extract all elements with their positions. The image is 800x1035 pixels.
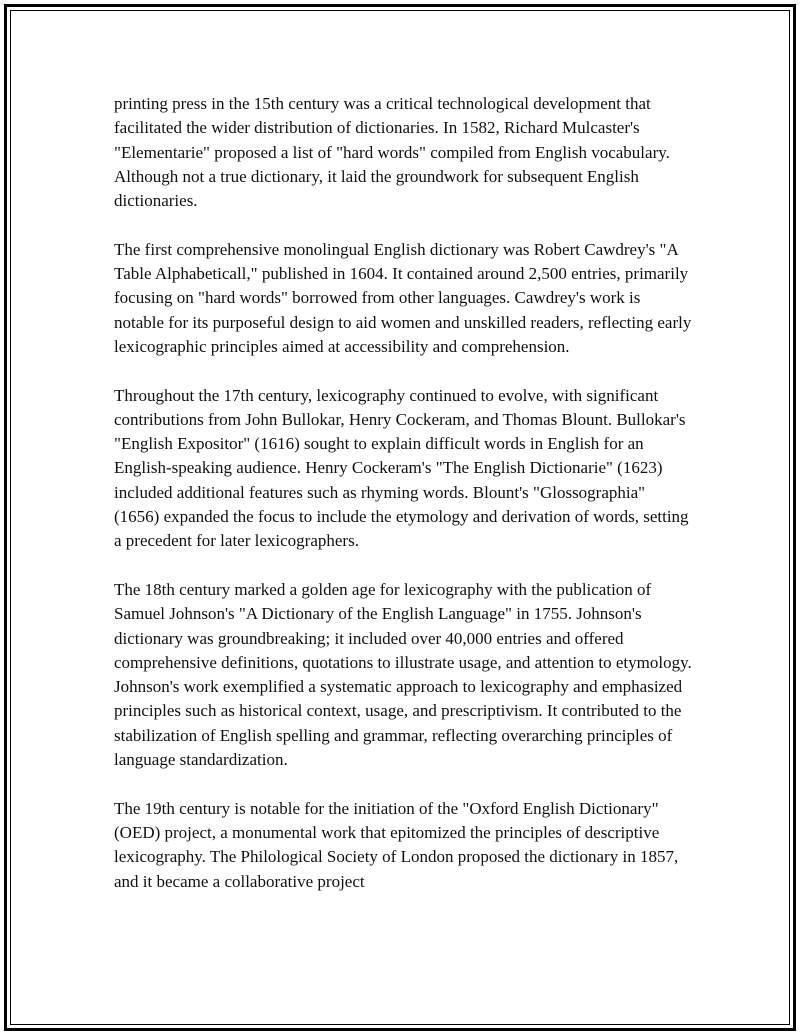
paragraph-printing-press: printing press in the 15th century was a critical technological development that facilitated the wider distribution of dictionaries. In 1582, Richard Mulcaster's "Elementarie" proposed a list of "hard words" compiled from English vocabulary. Although not a true dictionary, it laid the groundwork for subsequent English dictionaries. (114, 94, 670, 211)
paragraph-19th-century: The 19th century is notable for the initiation of the "Oxford English Dictionary" (OED) project, a monumental work that epitomized the principles of descriptive lexicography. The Philological Society of London proposed the dictionary in 1857, and it became a collaborative project (114, 798, 679, 891)
document-body (114, 92, 694, 918)
paragraph-cawdrey: The first comprehensive monolingual English dictionary was Robert Cawdrey's "A Table Alphabeticall," published in 1604. It contained around 2,500 entries, primarily focusing on "hard words" borrowed from other languages. Cawdrey's work is notable for its purposeful design to aid women and unskilled readers, reflecting early lexicographic principles aimed at accessibility and comprehension. (114, 239, 692, 356)
paragraph-18th-century: The 18th century marked a golden age for lexicography with the publication of Samuel Johnson's "A Dictionary of the English Language" in 1755. Johnson's dictionary was groundbreaking; it included over 40,000 entries and offered comprehensive definitions, quotations to illustrate usage, and attention to etymology. Johnson's work exemplified a systematic approach to lexicography and emphasized principles such as historical context, usage, and prescriptivism. It contributed to the stabilization of English spelling and grammar, reflecting overarching principles of language standardization. (114, 579, 692, 770)
paragraph-17th-century: Throughout the 17th century, lexicography continued to evolve, with significant contributions from John Bullokar, Henry Cockeram, and Thomas Blount. Bullokar's "English Expositor" (1616) sought to explain difficult words in English for an English-speaking audience. Henry Cockeram's "The English Dictionarie" (1623) included additional features such as rhyming words. Blount's "Glossographia" (1656) expanded the focus to include the etymology and derivation of words, setting a precedent for later lexicographers. (114, 385, 689, 551)
